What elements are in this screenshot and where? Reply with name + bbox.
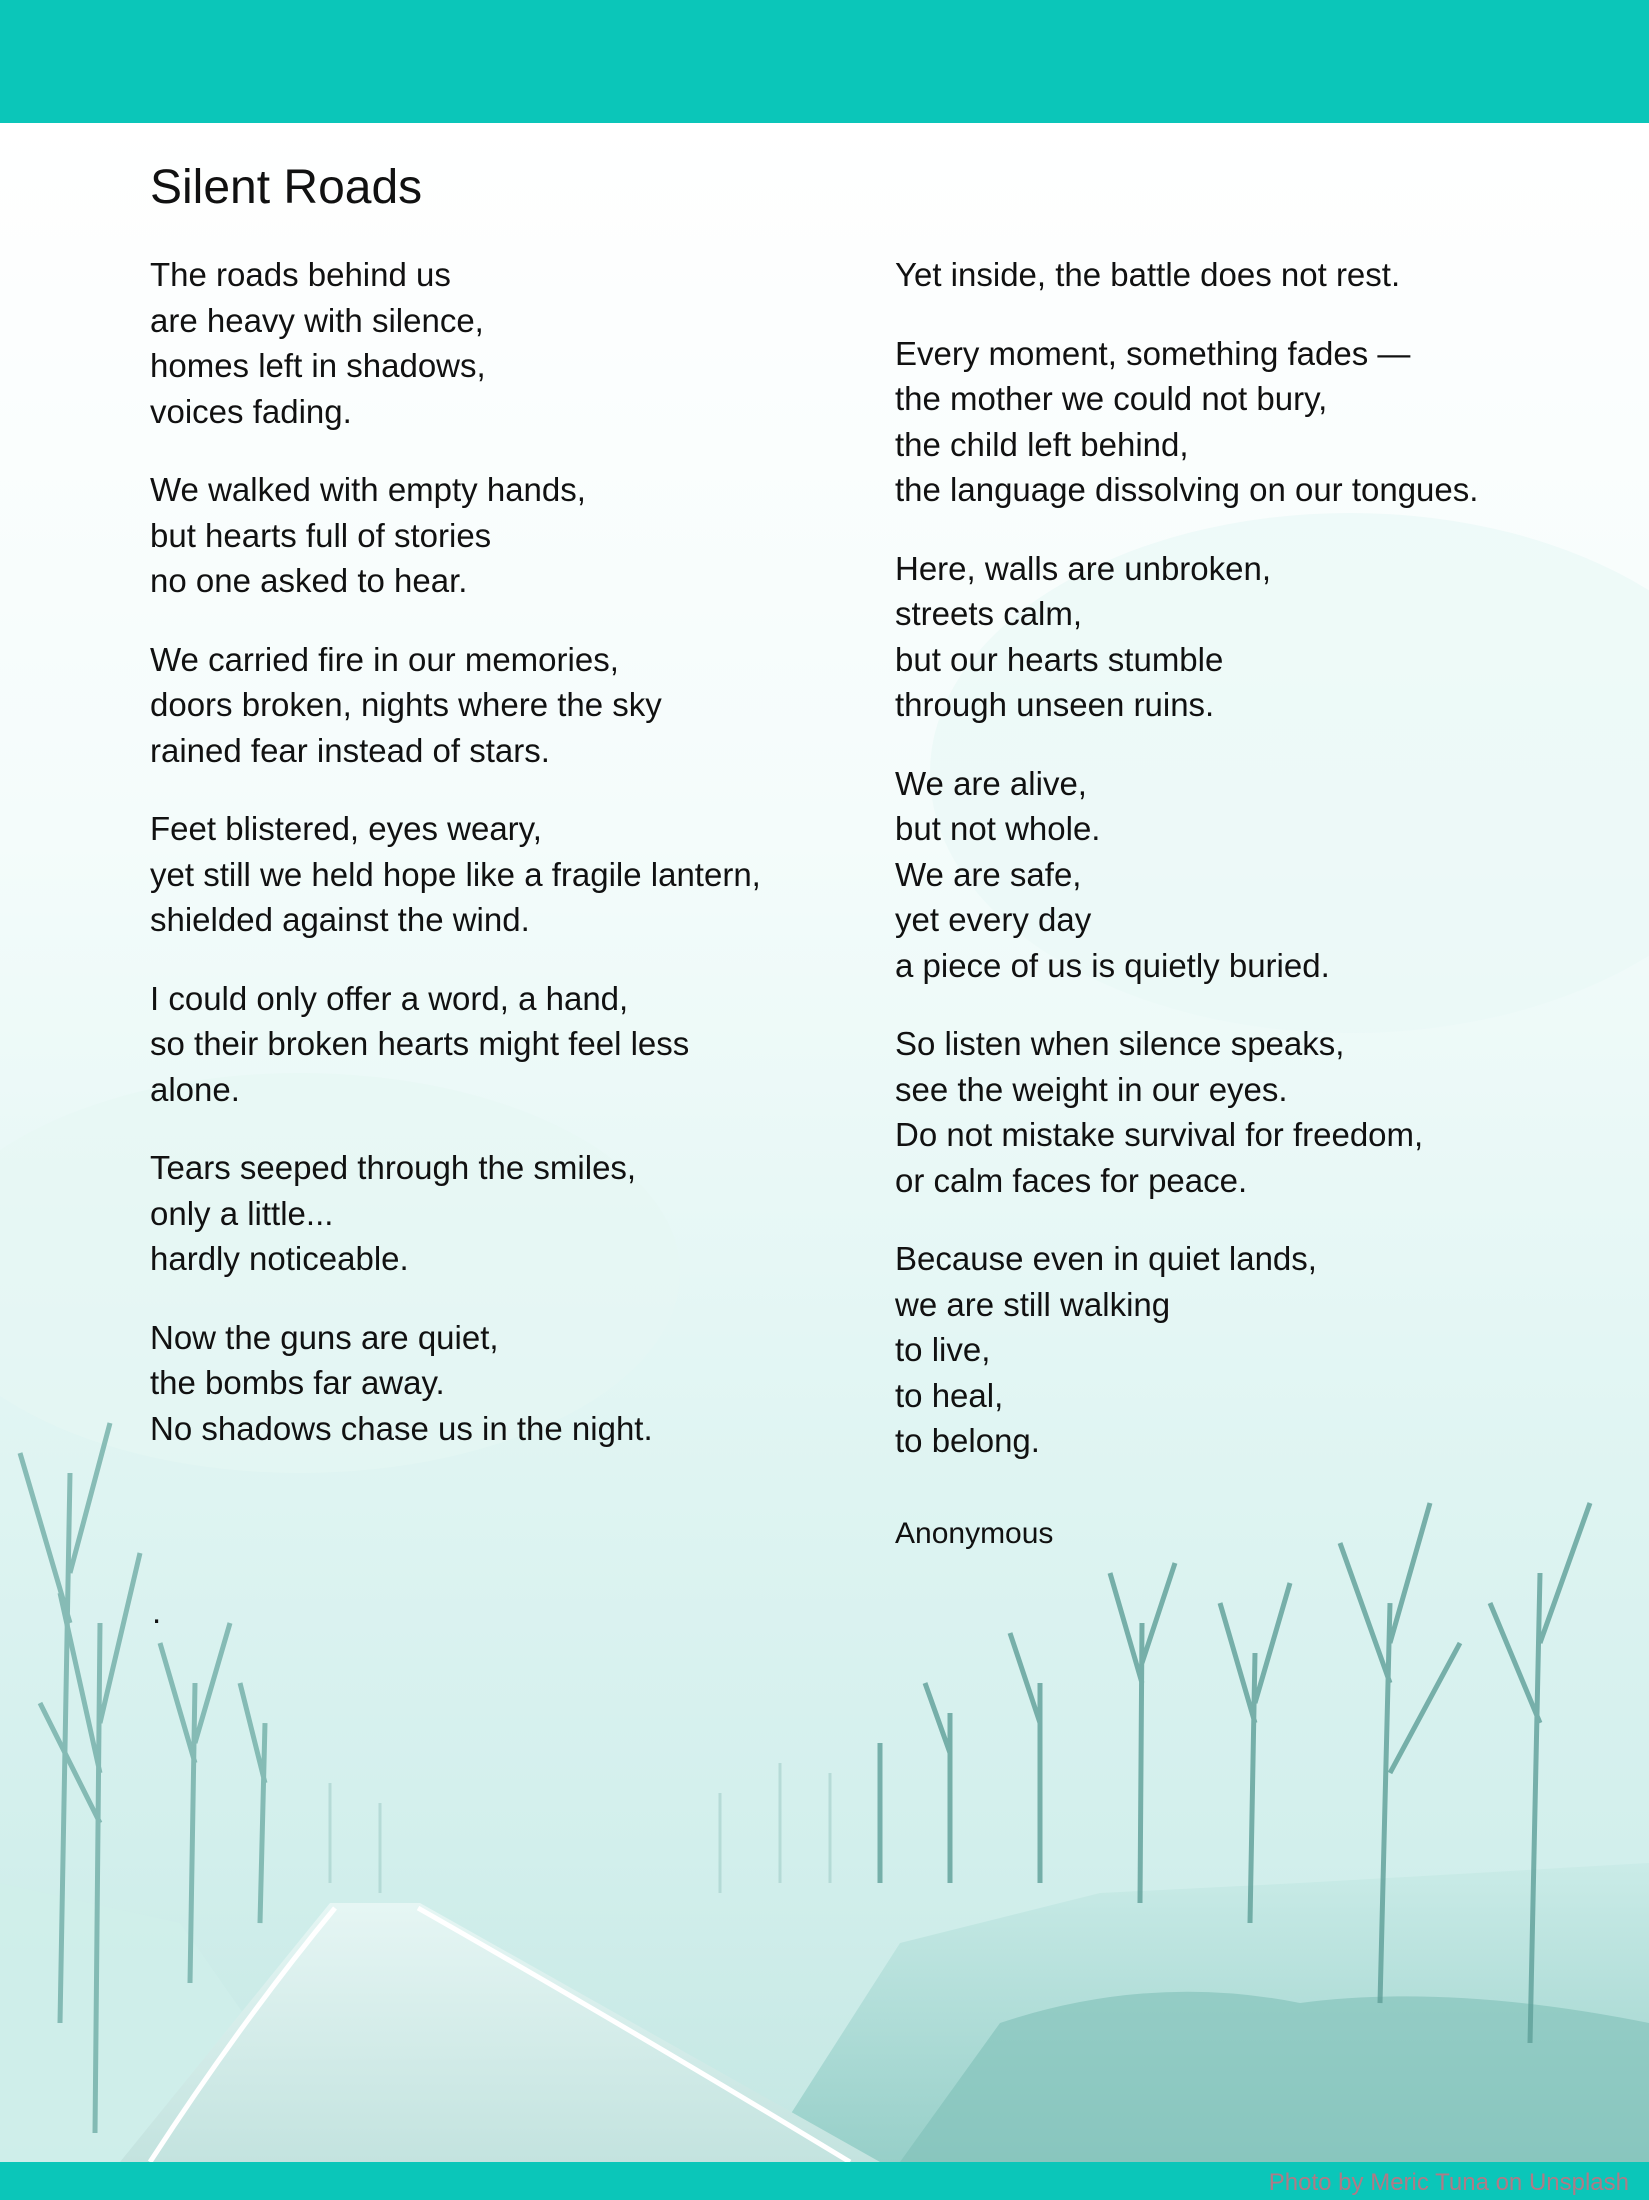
stray-period-mark: . (152, 1593, 162, 1630)
poem-line: voices fading. (150, 392, 352, 430)
poem-line: We are safe, (895, 855, 1082, 893)
poem-line: doors broken, nights where the sky (150, 686, 662, 723)
poem-line: we are still walking (895, 1285, 1171, 1323)
poem-line: Now the guns are quiet, (150, 1318, 499, 1356)
poem-line: shielded against the wind. (150, 901, 530, 938)
poem-line: but not whole. (895, 810, 1101, 847)
stanza (150, 252, 870, 434)
poem-line: Tears seeped through the smiles, (150, 1149, 637, 1186)
stanza (895, 546, 1615, 728)
stanza (150, 806, 870, 943)
stanza (150, 1315, 870, 1452)
poem-line: no one asked to hear. (150, 562, 468, 599)
poem-line: We are alive, (895, 764, 1087, 802)
poem-line: We walked with empty hands, (150, 471, 586, 508)
poem-line: hardly noticeable. (150, 1240, 409, 1277)
poem-line: to live, (895, 1331, 991, 1368)
stanza (150, 467, 870, 604)
poem-line: Because even in quiet lands, (895, 1240, 1317, 1277)
stanza (895, 761, 1615, 989)
poem-author: Anonymous (895, 1516, 1054, 1550)
poem-line: yet every day (895, 901, 1092, 938)
poem-line: Do not mistake survival for freedom, (895, 1116, 1424, 1153)
poem-line: the bombs far away. (150, 1364, 445, 1401)
poem-line: a piece of us is quietly buried. (895, 946, 1330, 984)
poem-line: yet still we held hope like a fragile lantern, (150, 855, 761, 893)
poem-line: so their broken hearts might feel less (150, 1025, 690, 1062)
poem-line: see the weight in our eyes. (895, 1070, 1288, 1108)
poem-line: alone. (150, 1070, 240, 1108)
poem-line: rained fear instead of stars. (150, 731, 550, 769)
poem-left-column (150, 252, 870, 1484)
poem-line: are heavy with silence, (150, 301, 484, 339)
poem-line: Feet blistered, eyes weary, (150, 810, 542, 847)
stanza (150, 637, 870, 774)
poem-line: Yet inside, the battle does not rest. (895, 256, 1401, 293)
poem-line: The roads behind us (150, 256, 451, 293)
stanza (150, 1145, 870, 1282)
poem-line: to belong. (895, 1422, 1040, 1459)
poem-line: streets calm, (895, 595, 1083, 632)
poem-line: Here, walls are unbroken, (895, 549, 1272, 587)
poem-line: or calm faces for peace. (895, 1161, 1248, 1199)
poem-line: the child left behind, (895, 425, 1189, 463)
poem-right-column (895, 252, 1615, 1554)
poem-line: to heal, (895, 1376, 1004, 1414)
stanza (895, 1236, 1615, 1464)
poem-line: the mother we could not bury, (895, 380, 1328, 417)
poem-line: No shadows chase us in the night. (150, 1409, 653, 1447)
poem-line: through unseen ruins. (895, 686, 1215, 723)
poem-line: Every moment, something fades — (895, 334, 1411, 372)
stanza (895, 1021, 1615, 1203)
poem-line: I could only offer a word, a hand, (150, 979, 629, 1017)
header-band (0, 0, 1649, 123)
stanza (895, 331, 1615, 513)
poem-line: but hearts full of stories (150, 516, 492, 554)
stanza (895, 252, 1615, 298)
stanza (150, 976, 870, 1113)
poem-line: only a little... (150, 1194, 334, 1232)
photo-credit: Photo by Meric Tuna on Unsplash (1268, 2169, 1629, 2196)
poem-line: So listen when silence speaks, (895, 1025, 1345, 1062)
poem-line: but our hearts stumble (895, 640, 1224, 678)
poem-title: Silent Roads (150, 161, 423, 214)
poem-line: the language dissolving on our tongues. (895, 471, 1479, 508)
poem-line: We carried fire in our memories, (150, 640, 619, 678)
poem-line: homes left in shadows, (150, 347, 486, 384)
